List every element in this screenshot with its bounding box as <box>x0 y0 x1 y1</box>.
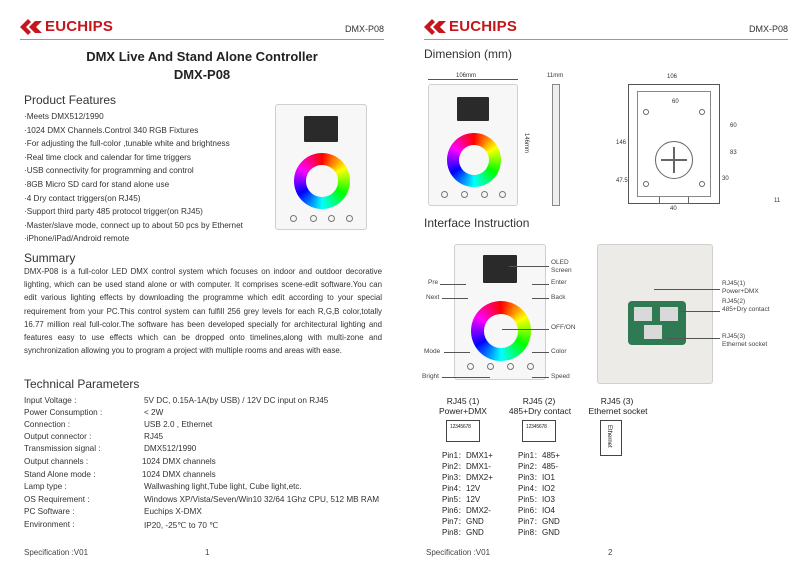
param-label: Environment : <box>24 520 75 529</box>
back-label-rj1-desc: Power+DMX <box>722 288 759 295</box>
speed-button-icon <box>346 215 353 222</box>
features-list <box>24 110 243 246</box>
color-wheel-icon <box>447 133 501 187</box>
pin-item: Pin3：DMX2+ <box>442 473 493 482</box>
label-bright: Bright <box>422 373 439 380</box>
oled-screen <box>457 97 489 121</box>
screw-hole-icon <box>699 181 705 187</box>
bright-button-icon <box>487 363 494 370</box>
product-image <box>275 104 367 230</box>
feature-item: ·Meets DMX512/1990 <box>24 112 104 121</box>
param-label: Output connector : <box>24 432 92 441</box>
mode-button-icon <box>290 215 297 222</box>
param-label: OS Requirement : <box>24 495 90 504</box>
dim-back-30: 30 <box>722 176 729 182</box>
param-value: IP20, -25℃ to 70 ℃ <box>144 521 219 530</box>
pin-item: Pin7：GND <box>518 517 560 526</box>
feature-item: ·8GB Micro SD card for stand alone use <box>24 179 170 189</box>
dim-line <box>428 79 518 80</box>
color-wheel-icon <box>294 153 350 209</box>
param-label: Connection : <box>24 420 70 429</box>
param-label: Output channels : <box>24 457 89 466</box>
label-enter: Enter <box>551 279 567 286</box>
button-icon <box>461 191 468 198</box>
dim-back-146: 146 <box>616 140 627 146</box>
cross-mark-icon <box>661 159 687 161</box>
leader-line <box>532 284 549 285</box>
label-speed: Speed <box>551 373 570 380</box>
rj45-port-icon <box>660 307 678 321</box>
pin-item: Pin5：IO3 <box>518 495 555 504</box>
feature-item: ·Real time clock and calendar for time triggers <box>24 152 192 162</box>
pin-number-strip: 12345678 <box>450 424 471 430</box>
pin-item: Pin5：12V <box>442 495 481 504</box>
oled-screen <box>483 255 517 283</box>
dim-front-width: 106mm <box>456 73 477 79</box>
front-view-drawing <box>428 84 518 206</box>
pin-item: Pin2：DMX1- <box>442 462 491 471</box>
leader-line <box>680 311 720 312</box>
param-value: < 2W <box>144 408 164 417</box>
pin-item: Pin8：GND <box>518 528 560 537</box>
rj45-3-subtitle: Ethernet socket <box>588 406 648 416</box>
title-line-2: DMX-P08 <box>173 67 231 82</box>
title-line-1: DMX Live And Stand Alone Controller <box>86 49 318 64</box>
euchips-logo-icon <box>424 19 446 35</box>
brand-logo <box>20 18 113 35</box>
button-icon <box>481 191 488 198</box>
pin-item: Pin1：485+ <box>518 451 561 460</box>
button-icon <box>499 191 506 198</box>
param-label: Stand Alone mode : <box>24 470 96 479</box>
rj45-2-pins <box>518 450 560 538</box>
leader-line <box>442 298 468 299</box>
feature-item: ·iPhone/iPad/Android remote <box>24 234 130 244</box>
mode-button-icon <box>467 363 474 370</box>
brand-name: EUCHIPS <box>45 18 114 35</box>
leader-line <box>502 329 549 330</box>
pin-item: Pin1：DMX1+ <box>442 451 493 460</box>
pin-item: Pin2：485- <box>518 462 559 471</box>
label-color: Color <box>551 348 567 355</box>
leader-line <box>532 377 549 378</box>
rj45-1-jack-icon <box>446 420 480 442</box>
footer-spec: Specification :V01 <box>426 548 491 557</box>
screw-hole-icon <box>643 109 649 115</box>
param-label: PC Software : <box>24 507 75 516</box>
bottom-tab <box>659 197 689 204</box>
features-heading: Product Features <box>24 93 117 107</box>
rj45-2-title: RJ45 (2) <box>522 396 556 406</box>
page-header <box>20 20 384 40</box>
pin-item: Pin4：IO2 <box>518 484 555 493</box>
label-pre: Pre <box>428 279 439 286</box>
param-label: Lamp type : <box>24 482 67 491</box>
dimension-heading: Dimension (mm) <box>424 47 513 61</box>
color-button-icon <box>507 363 514 370</box>
feature-item: ·Support third party 485 protocol trigger(on RJ45) <box>24 207 203 217</box>
param-value: 1024 DMX channels <box>142 470 216 479</box>
color-button-icon <box>328 215 335 222</box>
leader-line <box>442 377 490 378</box>
label-back: Back <box>551 294 566 301</box>
oled-screen <box>304 116 338 142</box>
pin-item: Pin8：GND <box>442 528 484 537</box>
brand-name: EUCHIPS <box>449 18 518 35</box>
param-value: Windows XP/Vista/Seven/Win10 32/64 1Ghz CPU, 512 MB RAM <box>144 495 380 504</box>
color-wheel-icon <box>471 301 531 361</box>
interface-front-drawing <box>454 244 546 380</box>
rj45-port-icon <box>644 325 662 339</box>
feature-item: ·USB connectivity for programming and control <box>24 166 194 176</box>
back-label-rj2: RJ45(2) <box>722 298 746 305</box>
leader-line <box>440 284 466 285</box>
label-mode: Mode <box>424 348 441 355</box>
pin-item: Pin4：12V <box>442 484 481 493</box>
param-value: DMX512/1990 <box>144 444 197 453</box>
pin-number-strip: 12345678 <box>526 424 547 430</box>
back-photo <box>597 244 713 384</box>
jack-label: Ethernet <box>606 425 612 448</box>
rj45-1-subtitle: Power+DMX <box>439 406 487 416</box>
page-number: 2 <box>608 548 613 557</box>
document-title <box>0 48 404 84</box>
dim-front-height: 146mm <box>523 132 530 154</box>
leader-line <box>532 298 549 299</box>
feature-item: ·Master/slave mode, connect up to about 50 pcs by Ethernet <box>24 220 243 230</box>
dim-back-60: 60 <box>672 99 679 105</box>
leader-line <box>444 352 470 353</box>
label-offon: OFF/ON <box>551 324 576 331</box>
euchips-logo-icon <box>20 19 42 35</box>
model-tag: DMX-P08 <box>344 24 384 34</box>
back-label-rj1: RJ45(1) <box>722 280 746 287</box>
dim-back-11: 11 <box>774 198 781 204</box>
dim-back-width: 106 <box>667 74 678 80</box>
pin-item: Pin7：GND <box>442 517 484 526</box>
brand-logo <box>424 18 517 35</box>
interface-heading: Interface Instruction <box>424 216 530 230</box>
params-heading: Technical Parameters <box>24 377 140 391</box>
label-screen: Screen <box>551 267 572 274</box>
back-label-rj2-desc: 485+Dry contact <box>722 306 770 313</box>
speed-button-icon <box>527 363 534 370</box>
leader-line <box>666 338 720 339</box>
page-header <box>424 20 788 40</box>
side-view-drawing <box>552 84 560 206</box>
rj45-port-icon <box>634 307 652 321</box>
dim-back-475: 47.5 <box>616 178 628 184</box>
screw-hole-icon <box>643 181 649 187</box>
rj45-3-title: RJ45 (3) <box>600 396 634 406</box>
param-value: Euchips X-DMX <box>144 507 202 516</box>
param-label: Power Consumption : <box>24 408 103 417</box>
button-icon <box>441 191 448 198</box>
dim-back-40: 40 <box>670 206 677 212</box>
param-value: 5V DC, 0.15A-1A(by USB) / 12V DC input on RJ45 <box>144 396 329 405</box>
leader-line <box>532 352 549 353</box>
param-value: 1024 DMX channels <box>142 457 216 466</box>
feature-item: ·For adjusting the full-color ,tunable white and brightness <box>24 139 230 149</box>
param-value: USB 2.0 , Ethernet <box>144 420 213 429</box>
dim-back-83: 83 <box>730 150 737 156</box>
dim-side-width: 11mm <box>547 73 564 79</box>
pin-item: Pin3：IO1 <box>518 473 555 482</box>
param-value: Wallwashing light,Tube light, Cube light,etc. <box>144 482 302 491</box>
model-tag: DMX-P08 <box>748 24 788 34</box>
rj45-3-jack-icon <box>600 420 622 456</box>
footer-spec: Specification :V01 <box>24 548 89 557</box>
rj45-1-title: RJ45 (1) <box>446 396 480 406</box>
param-label: Input Voltage : <box>24 396 77 405</box>
pin-item: Pin6：IO4 <box>518 506 555 515</box>
param-label: Transmission signal : <box>24 444 101 453</box>
feature-item: ·4 Dry contact triggers(on RJ45) <box>24 193 141 203</box>
rj45-2-subtitle: 485+Dry contact <box>508 406 572 416</box>
rj45-2-jack-icon <box>522 420 556 442</box>
page-number: 1 <box>205 548 210 557</box>
page-2 <box>404 0 808 571</box>
screw-hole-icon <box>699 109 705 115</box>
leader-line <box>654 289 720 290</box>
bright-button-icon <box>310 215 317 222</box>
param-value: RJ45 <box>144 432 164 441</box>
feature-item: ·1024 DMX Channels.Control 340 RGB Fixtures <box>24 125 199 135</box>
back-label-rj3-desc: Ethernet socket <box>722 341 768 348</box>
pin-item: Pin6：DMX2- <box>442 506 491 515</box>
dim-back-60b: 60 <box>730 123 737 129</box>
label-next: Next <box>426 294 440 301</box>
back-label-rj3: RJ45(3) <box>722 333 746 340</box>
leader-line <box>509 266 549 267</box>
rj45-1-pins <box>442 450 493 538</box>
summary-text: DMX-P08 is a full-color LED DMX control system which focuses on indoor and outdoor decorative lighting, which can be used stand alone or with computer. It comprises scene-edit software.You can edit various lighting effects by downloading the programme which edit according to your special requirement from your PC.This control system can fulfill 256 grey levels for each R,G,B color,totally 16.77 million real full-color.The software has been developed specially for architectural lighting and features easy to use effects which can be dropped onto timelines,along with multi-zone and synchronization allowing you to program a project with multiple rooms and areas with ease. <box>24 267 382 356</box>
label-oled: OLED <box>551 259 569 266</box>
summary-heading: Summary <box>24 251 76 265</box>
